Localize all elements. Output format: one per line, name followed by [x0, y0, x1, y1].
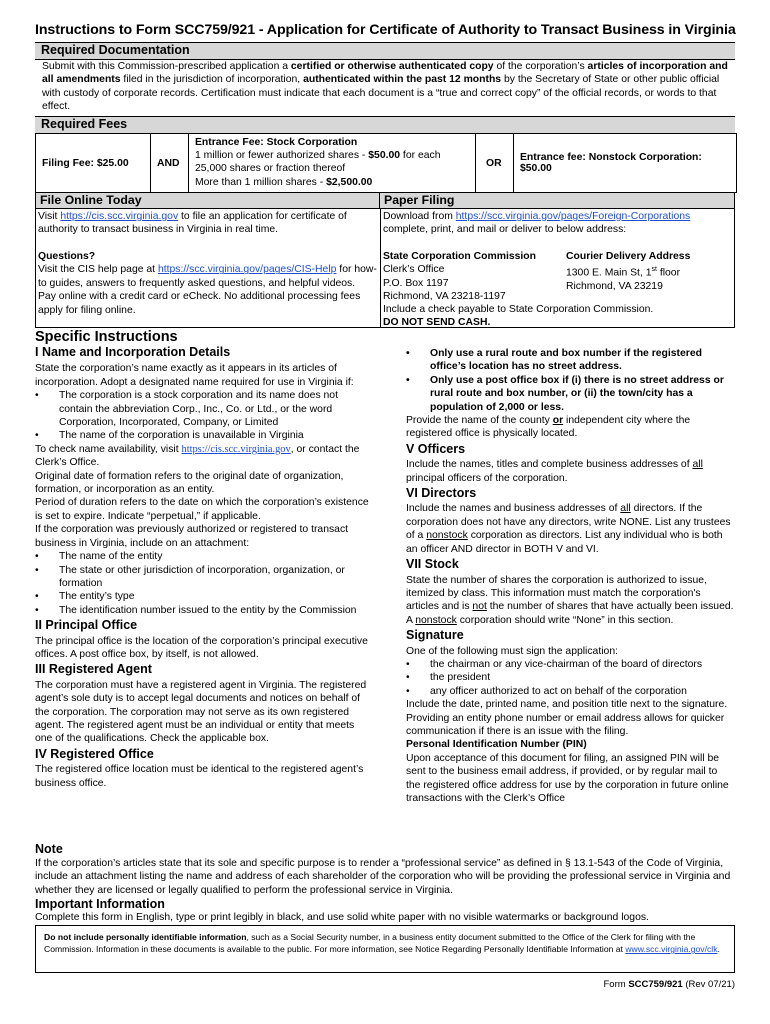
text-run: all — [620, 503, 631, 515]
text-run: Submit with this Commission-prescribed application a — [42, 61, 291, 72]
paragraph: If the corporation was previously authorized or registered to transact business in Virginia, include on an attachment: — [35, 524, 349, 549]
important-heading: Important Information — [35, 897, 165, 911]
required-documentation-heading: Required Documentation — [41, 43, 190, 57]
text-run: all — [692, 459, 703, 471]
stock-fee-line2 — [195, 176, 475, 189]
fees-table — [35, 133, 737, 193]
paragraph: Period of duration refers to the date on which the corporation’s existence is set to expire. Indicate “perpetual,” if applicable. — [35, 497, 369, 522]
address-line: Richmond, VA 23219 — [566, 281, 663, 293]
text-run: principal officers of the corporation. — [406, 472, 568, 484]
text-run: nonstock — [415, 614, 457, 626]
address-name: State Corporation Commission — [383, 251, 536, 262]
section-heading: III Registered Agent — [35, 662, 152, 677]
section-heading: VII Stock — [406, 557, 459, 572]
stock-fee-title: Entrance Fee: Stock Corporation — [195, 137, 358, 148]
text-run: corporation should write “None” in this section. — [456, 614, 674, 626]
clerk-link[interactable]: www.scc.virginia.gov/clk — [625, 944, 718, 954]
paragraph: The principal office is the location of the corporation’s principal executive offices. A post office box, by itself, is not allowed. — [35, 635, 368, 660]
list-item: • The state or other jurisdiction of incorporation, organization, or formation — [35, 564, 370, 591]
text-run: floor — [656, 267, 681, 279]
paragraph — [406, 574, 734, 628]
text-run: not — [472, 601, 487, 613]
text-run: Form — [603, 979, 629, 990]
file-online-questions — [38, 250, 378, 317]
note-heading: Note — [35, 842, 63, 856]
text-run: the number of shares that have actually been issued. A — [406, 601, 734, 626]
text-run: $50.00 — [368, 150, 401, 162]
required-documentation-header — [35, 42, 735, 60]
no-cash-text: DO NOT SEND CASH. — [383, 317, 491, 329]
list-item: • the president — [406, 671, 734, 684]
form-footer — [604, 979, 736, 990]
paragraph — [406, 414, 734, 441]
text-run: Do not include personally identifiable information — [44, 932, 247, 942]
text-run: certified or otherwise authenticated copy — [290, 61, 494, 72]
specific-instructions-heading: Specific Instructions — [35, 329, 178, 345]
text-run: Include the names and business addresses of — [406, 503, 621, 515]
pii-notice — [35, 925, 735, 973]
list-item: • The name of the entity — [35, 550, 370, 563]
or-cell: OR — [476, 134, 514, 192]
paragraph — [35, 443, 370, 470]
stock-fee-cell — [189, 134, 476, 192]
text-run: Provide the name of the county — [406, 415, 553, 427]
column-divider — [380, 209, 381, 327]
right-column — [406, 347, 734, 805]
text-run: to file an application for certificate of authority to transact business in Virginia in real time. — [38, 211, 347, 236]
text-run: articles of incorporation and all amendments — [42, 61, 728, 86]
address-line — [566, 263, 734, 280]
section-heading: II Principal Office — [35, 618, 138, 633]
left-column — [35, 346, 370, 790]
text-run: More than 1 million shares - — [195, 176, 327, 188]
text-run: Download from — [383, 211, 456, 222]
text-run: or — [552, 415, 564, 427]
text-run: , or contact the Clerk’s Office. — [35, 443, 360, 469]
stock-fee-line1 — [195, 149, 475, 175]
address-line: P.O. Box 1197 — [383, 277, 449, 289]
questions-heading: Questions? — [38, 251, 96, 262]
text-run: of the corporation’s — [493, 61, 588, 72]
list-item: • any officer authorized to act on behalf of the corporation — [406, 685, 734, 698]
text-run: . — [717, 944, 720, 954]
scc-mailing-address — [383, 250, 563, 304]
text-run: directors. If the corporation does not have any directors, write NONE. List any trustees of a — [406, 503, 731, 542]
text-run: for each 25,000 shares or fraction thereof — [195, 150, 441, 175]
cis-help-link[interactable]: https://scc.virginia.gov/pages/CIS-Help — [157, 264, 337, 276]
section-heading: VI Directors — [406, 486, 477, 501]
text-run: Visit the CIS help page at — [38, 264, 158, 276]
paragraph: The registered office location must be identical to the registered agent’s business office. — [35, 764, 364, 789]
name-availability-link[interactable]: https://cis.scc.virginia.gov — [181, 443, 291, 455]
required-fees-header — [35, 116, 735, 134]
required-fees-heading: Required Fees — [41, 117, 128, 131]
filing-fee-cell: Filing Fee: $25.00 — [36, 134, 151, 192]
pin-heading: Personal Identification Number (PIN) — [406, 739, 587, 751]
file-online-heading: File Online Today — [36, 193, 380, 209]
paragraph: The corporation must have a registered agent in Virginia. The registered agent’s sole duty is to accept legal documents and notices on behalf of the corporation. The corporation may not serve as its own registered agent. The registered agent must be an individual or entity that meets one of the qualifications. Check the applicable box. — [35, 679, 367, 745]
required-documentation-text — [42, 60, 732, 114]
foreign-corporations-link[interactable]: https://scc.virginia.gov/pages/Foreign-Corporations — [455, 211, 691, 222]
signer-list — [406, 658, 734, 698]
text-run: nonstock — [426, 530, 468, 542]
text-run: SCC759/921 — [628, 979, 683, 990]
list-item: • Only use a rural route and box number if the registered office’s location has no street address. — [406, 347, 734, 374]
paragraph: Upon acceptance of this document for filing, an assigned PIN will be sent to the business email address, if provided, or by regular mail to the registered office address for use by the corporation in future online transactions with the Clerk’s Office — [406, 752, 729, 804]
section-heading: I Name and Incorporation Details — [35, 345, 231, 359]
address-line: Richmond, VA 23218-1197 — [383, 291, 506, 303]
pay-online-text: Pay online with a credit card or eCheck. No additional processing fees apply for filing online. — [38, 291, 361, 316]
registered-office-list — [406, 347, 734, 414]
list-item: • the chairman or any vice-chairman of the board of directors — [406, 658, 734, 671]
courier-address — [566, 250, 734, 294]
text-run: , such as a Social Security number, in a business entity document submitted to the Office of the Clerk for filing with the Commission. Information in these documents is available to the public. For more information, see Notice Regarding Personally Identifiable Information at — [44, 932, 696, 954]
cis-link[interactable]: https://cis.scc.virginia.gov — [60, 211, 179, 222]
text-run: by the Secretary of State or other public official with custody of corporate records. Certification must indicate that each document is a “true and correct copy” of the official records, or words to that effect. — [42, 74, 720, 113]
paragraph — [406, 502, 734, 556]
paper-filing-download — [383, 210, 733, 237]
attachment-list — [35, 550, 370, 617]
text-run: corporation as directors. List any individual who is both an officer AND director in BOTH V and VI. — [406, 530, 723, 555]
section-heading: IV Registered Office — [35, 746, 154, 761]
text-run: $2,500.00 — [326, 176, 373, 188]
text-run: independent city where the registered office is physically located. — [406, 415, 691, 440]
page-title: Instructions to Form SCC759/921 - Application for Certificate of Authority to Transact Business in Virginia — [35, 22, 736, 38]
paragraph: State the corporation’s name exactly as it appears in its articles of incorporation. Adopt a designated name required for use in Virginia if: — [35, 363, 354, 388]
list-item: • The entity’s type — [35, 590, 370, 603]
section-heading: Signature — [406, 628, 464, 643]
and-cell: AND — [151, 134, 189, 192]
text-run: Include the names, titles and complete business addresses of — [406, 459, 693, 471]
address-line: Clerk’s Office — [383, 264, 445, 276]
text-run: Visit — [38, 211, 61, 222]
list-item: • The name of the corporation is unavailable in Virginia — [35, 429, 370, 442]
list-item: • The corporation is a stock corporation and its name does not contain the abbreviation Corp., Inc., Co. or Ltd., or the word Corporation, Incorporated, Company, or Limited — [35, 389, 370, 429]
text-run: filed in the jurisdiction of incorporation, — [120, 74, 304, 86]
name-requirements-list — [35, 389, 370, 443]
important-text: Complete this form in English, type or print legibly in black, and use solid white paper with no visible watermarks or background logos. — [35, 912, 649, 923]
text-run: for how-to guides, answers to frequently asked questions, and helpful videos. — [38, 264, 377, 289]
text-run: 1 million or fewer authorized shares - — [195, 150, 369, 162]
note-text: If the corporation’s articles state that its sole and specific purpose is to render a “professional service” as defined in § 13.1-543 of the Code of Virginia, include an attachment listing the name and address of each shareholder of the corporation who will be providing the professional service in Virginia and whether they are licensed or legally qualified to perform the professional service in Virginia. — [35, 858, 731, 896]
text-run: State the number of shares the corporation is authorized to issue, itemized by class. This information must match the corporation's articles and is — [406, 574, 707, 613]
paragraph — [406, 458, 734, 485]
text-run: authenticated within the past 12 months — [303, 74, 502, 86]
text-run: (Rev 07/21) — [682, 979, 735, 990]
address-name: Courier Delivery Address — [566, 251, 691, 262]
list-item: • The identification number issued to the entity by the Commission — [35, 604, 370, 617]
text-run: complete, print, and mail or deliver to below address: — [383, 224, 627, 236]
check-text: Include a check payable to State Corporation Commission. — [383, 304, 654, 315]
paragraph: One of the following must sign the application: — [406, 645, 618, 657]
file-online-visit — [38, 210, 378, 237]
text-run: st — [651, 266, 657, 274]
list-item: • Only use a post office box if (i) there is no street address or rural route and box number, or (ii) the town/city has a population of 2,000 or less. — [406, 374, 734, 414]
check-instructions — [383, 303, 733, 330]
paper-filing-heading: Paper Filing — [380, 193, 734, 209]
nonstock-fee-cell: Entrance fee: Nonstock Corporation: $50.00 — [520, 152, 702, 174]
section-heading: V Officers — [406, 441, 466, 456]
text-run: 1300 E. Main St, 1 — [566, 267, 652, 279]
text-run: To check name availability, visit — [35, 443, 182, 455]
paragraph: Original date of formation refers to the original date of organization, formation, or incorporation as an entity. — [35, 470, 344, 496]
questions-text — [38, 263, 378, 290]
paragraph: Include the date, printed name, and position title next to the signature. Providing an entity phone number or email address allows for quicker communication if there is an issue with the filing. — [406, 699, 728, 737]
